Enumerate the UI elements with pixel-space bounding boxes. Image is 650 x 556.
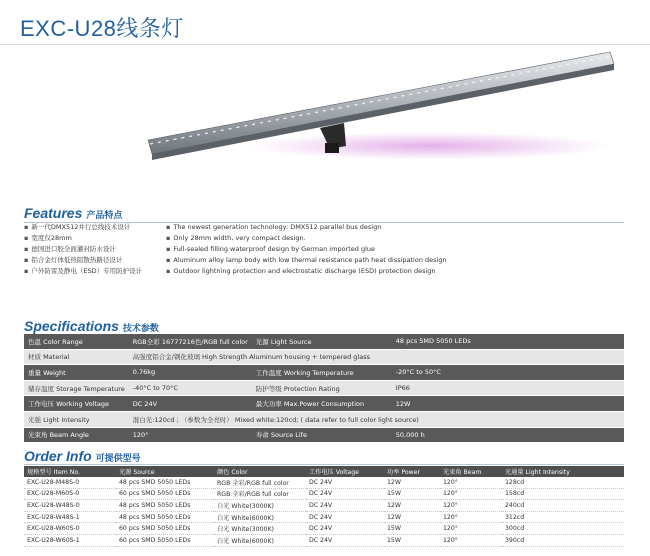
spec-value: 48 pcs SMD 5050 LEDs: [392, 334, 624, 349]
spec-label: 工作温度 Working Temperature: [252, 365, 392, 381]
table-row: [24, 477, 624, 488]
column-header: 光源 Source: [116, 466, 214, 477]
item-number: EXC-U28-M60S-0: [24, 488, 116, 500]
item-number: EXC-U28-W48S-1: [24, 511, 116, 523]
voltage: DC 24V: [306, 488, 384, 500]
spec-value: -40°C to 70°C: [129, 380, 252, 396]
spec-row: [24, 396, 624, 412]
specifications-table: [24, 334, 624, 443]
light-intensity: 300cd: [502, 523, 624, 535]
spec-label: 材质 Material: [24, 349, 129, 365]
features-heading: [24, 205, 122, 221]
source: 60 pcs SMD 5050 LEDs: [116, 534, 214, 546]
specifications-heading-cn: 技术参数: [122, 323, 159, 333]
feature-item-cn: ▪ 德国进口胶全面灌封防水设计: [24, 244, 142, 255]
feature-item-en: ▪ Full-sealed filling waterproof design by German imported glue: [166, 244, 447, 255]
voltage: DC 24V: [306, 534, 384, 546]
spec-row: [24, 411, 624, 427]
power: 12W: [384, 500, 440, 512]
spec-label: 工作电压 Working Voltage: [24, 396, 129, 412]
column-header: 工作电压 Voltage: [306, 466, 384, 477]
table-row: [24, 523, 624, 535]
feature-item-en: ▪ Aluminum alloy lamp body with low thermal resistance path heat dissipation design: [166, 255, 447, 266]
feature-item-en: ▪ The newest generation technology: DMX512 parallel bus design: [166, 222, 447, 233]
table-row: [24, 488, 624, 500]
light-intensity: 240cd: [502, 500, 624, 512]
feature-item-cn: ▪ 铝合金灯体低热阻散热路径设计: [24, 255, 142, 266]
order-info-heading-cn: 可提供型号: [95, 453, 141, 463]
spec-row: [24, 349, 624, 365]
specifications-heading-text: Specifications: [24, 318, 119, 334]
spec-value: 120°: [129, 427, 252, 443]
source: 48 pcs SMD 5050 LEDs: [116, 511, 214, 523]
spec-value: 0.76kg: [129, 365, 252, 381]
features-list-en: [166, 222, 447, 277]
features-heading-text: Features: [24, 205, 83, 221]
spec-label: 光强 Light Intensity: [24, 411, 129, 427]
title-divider: [0, 44, 650, 45]
item-number: EXC-U28-W60S-1: [24, 534, 116, 546]
voltage: DC 24V: [306, 500, 384, 512]
spec-value: 高强度铝合金/钢化玻璃 High Strength Aluminum housing + tempered glass: [129, 349, 624, 365]
spec-label: 重量 Weight: [24, 365, 129, 381]
feature-item-cn: ▪ 户外防雷及静电（ESD）专用防护设计: [24, 266, 142, 277]
order-info-heading: [24, 448, 141, 464]
source: 60 pcs SMD 5050 LEDs: [116, 488, 214, 500]
power: 15W: [384, 488, 440, 500]
color: 白光 White(3000K): [214, 523, 306, 535]
spec-value: 混白光:120cd ; （参数为全亮时） Mixed white:120cd; ( data refer to full color light source): [129, 411, 624, 427]
spec-value: IP66: [392, 380, 624, 396]
voltage: DC 24V: [306, 511, 384, 523]
item-number: EXC-U28-M48S-0: [24, 477, 116, 488]
table-row: [24, 534, 624, 546]
feature-item-cn: ▪ 新一代DMX512并行总线技术设计: [24, 222, 142, 233]
product-photo: [140, 48, 620, 178]
color: RGB 全彩/RGB full color: [214, 488, 306, 500]
order-info-table: [24, 466, 624, 547]
color: 白光 White(6000K): [214, 511, 306, 523]
spec-label: 光源 Light Source: [252, 334, 392, 349]
spec-row: [24, 427, 624, 443]
spec-label: 光束角 Beam Angle: [24, 427, 129, 443]
beam: 120°: [440, 500, 502, 512]
feature-item-cn: ▪ 宽度仅28mm: [24, 233, 142, 244]
power: 15W: [384, 523, 440, 535]
voltage: DC 24V: [306, 523, 384, 535]
voltage: DC 24V: [306, 477, 384, 488]
spec-row: [24, 380, 624, 396]
specifications-heading: [24, 318, 159, 334]
spec-value: -20°C to 50°C: [392, 365, 624, 381]
spec-row: [24, 334, 624, 349]
beam: 120°: [440, 511, 502, 523]
beam: 120°: [440, 477, 502, 488]
beam: 120°: [440, 523, 502, 535]
light-intensity: 390cd: [502, 534, 624, 546]
power: 12W: [384, 477, 440, 488]
column-header: 光束角 Beam: [440, 466, 502, 477]
spec-label: 储存温度 Storage Temperature: [24, 380, 129, 396]
spec-label: 寿命 Source Life: [252, 427, 392, 443]
column-header: 规格型号 Item No.: [24, 466, 116, 477]
column-header: 颜色 Color: [214, 466, 306, 477]
spec-value: DC 24V: [129, 396, 252, 412]
table-row: [24, 511, 624, 523]
beam: 120°: [440, 488, 502, 500]
power: 12W: [384, 511, 440, 523]
light-intensity: 128cd: [502, 477, 624, 488]
column-header: 功率 Power: [384, 466, 440, 477]
table-row: [24, 500, 624, 512]
item-number: EXC-U28-W60S-0: [24, 523, 116, 535]
light-intensity: 312cd: [502, 511, 624, 523]
order-header-row: [24, 466, 624, 477]
color: 白光 White(3000K): [214, 500, 306, 512]
spec-value: 12W: [392, 396, 624, 412]
page-title: EXC-U28线条灯: [20, 16, 184, 41]
spec-label: 色温 Color Range: [24, 334, 129, 349]
beam: 120°: [440, 534, 502, 546]
light-intensity: 158cd: [502, 488, 624, 500]
source: 48 pcs SMD 5050 LEDs: [116, 500, 214, 512]
order-info-divider: [24, 464, 624, 465]
features-list-cn: [24, 222, 142, 277]
order-info-heading-text: Order Info: [24, 448, 92, 464]
item-number: EXC-U28-W48S-0: [24, 500, 116, 512]
power: 15W: [384, 534, 440, 546]
color: RGB 全彩/RGB full color: [214, 477, 306, 488]
feature-item-en: ▪ Outdoor lightning protection and electrostatic discharge (ESD) protection design: [166, 266, 447, 277]
spec-label: 防护等级 Protection Rating: [252, 380, 392, 396]
source: 48 pcs SMD 5050 LEDs: [116, 477, 214, 488]
spec-value: 50,000 h: [392, 427, 624, 443]
spec-label: 最大功率 Max.Power Consumption: [252, 396, 392, 412]
features-heading-cn: 产品特点: [86, 210, 123, 220]
spec-value: RGB全彩 16777216色/RGB full color: [129, 334, 252, 349]
color: 白光 White(6000K): [214, 534, 306, 546]
feature-item-en: ▪ Only 28mm width, very compact design.: [166, 233, 447, 244]
source: 60 pcs SMD 5050 LEDs: [116, 523, 214, 535]
column-header: 光通量 Light Intensity: [502, 466, 624, 477]
spec-row: [24, 365, 624, 381]
